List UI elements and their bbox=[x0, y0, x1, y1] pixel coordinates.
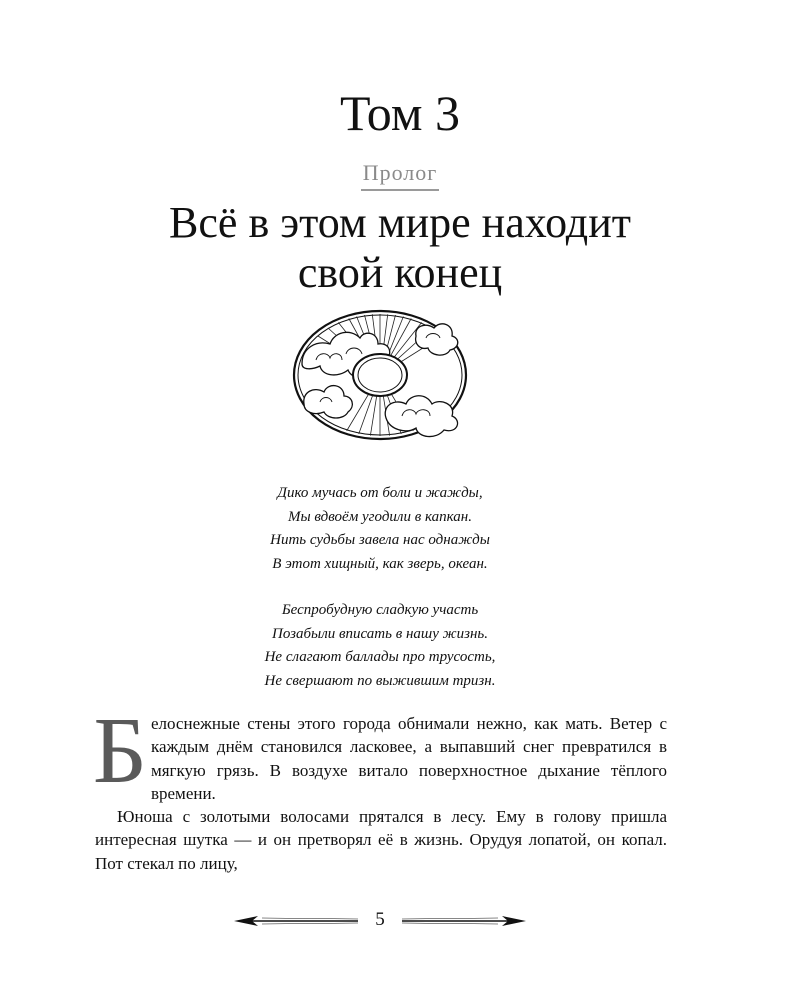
drop-cap: Б bbox=[93, 699, 147, 803]
chapter-title bbox=[0, 198, 800, 298]
poem-stanza-1 bbox=[0, 482, 760, 576]
poem-line: Не слагают баллады про трусость, bbox=[264, 649, 496, 665]
section-label-wrap bbox=[0, 160, 800, 191]
poem-line: В этот хищный, как зверь, океан. bbox=[272, 555, 488, 572]
poem-line: Не свершают по выжившим тризн. bbox=[264, 672, 496, 689]
paragraph-2: Юноша с золотыми волосами прятался в лесу. Ему в голову пришла интересная шутка — и он претворял её в жизнь. Орудуя лопатой, он копал. Пот стекал по лицу, bbox=[95, 807, 667, 873]
paragraph-1-text: елоснежные стены этого города обнимали нежно, как мать. Ветер с каждым днём становился ласковее, а выпавший снег превратился в мягкую грязь. В воздухе витало поверхностное дыхание тёплого времени. bbox=[150, 714, 667, 803]
poem-line: Нить судьбы завела нас однажды bbox=[270, 532, 490, 548]
poem-line: Позабыли вписать в нашу жизнь. bbox=[272, 625, 488, 642]
body-text bbox=[93, 699, 667, 875]
sun-clouds-emblem-icon bbox=[290, 308, 470, 442]
paragraph-1 bbox=[93, 699, 667, 805]
page-number-wrap bbox=[232, 909, 528, 931]
section-label: Пролог bbox=[361, 160, 440, 191]
page-footer bbox=[232, 906, 528, 936]
page-number: 5 bbox=[369, 909, 391, 930]
chapter-title-line-2: свой конец bbox=[297, 248, 503, 297]
poem-line: Дико мучась от боли и жажды, bbox=[277, 485, 483, 501]
volume-title: Том 3 bbox=[340, 85, 460, 141]
poem-line: Мы вдвоём угодили в капкан. bbox=[288, 508, 472, 525]
poem-line: Беспробудную сладкую участь bbox=[281, 602, 479, 618]
chapter-title-line-1: Всё в этом мире находит bbox=[169, 198, 631, 247]
poem-stanza-2 bbox=[0, 599, 760, 693]
